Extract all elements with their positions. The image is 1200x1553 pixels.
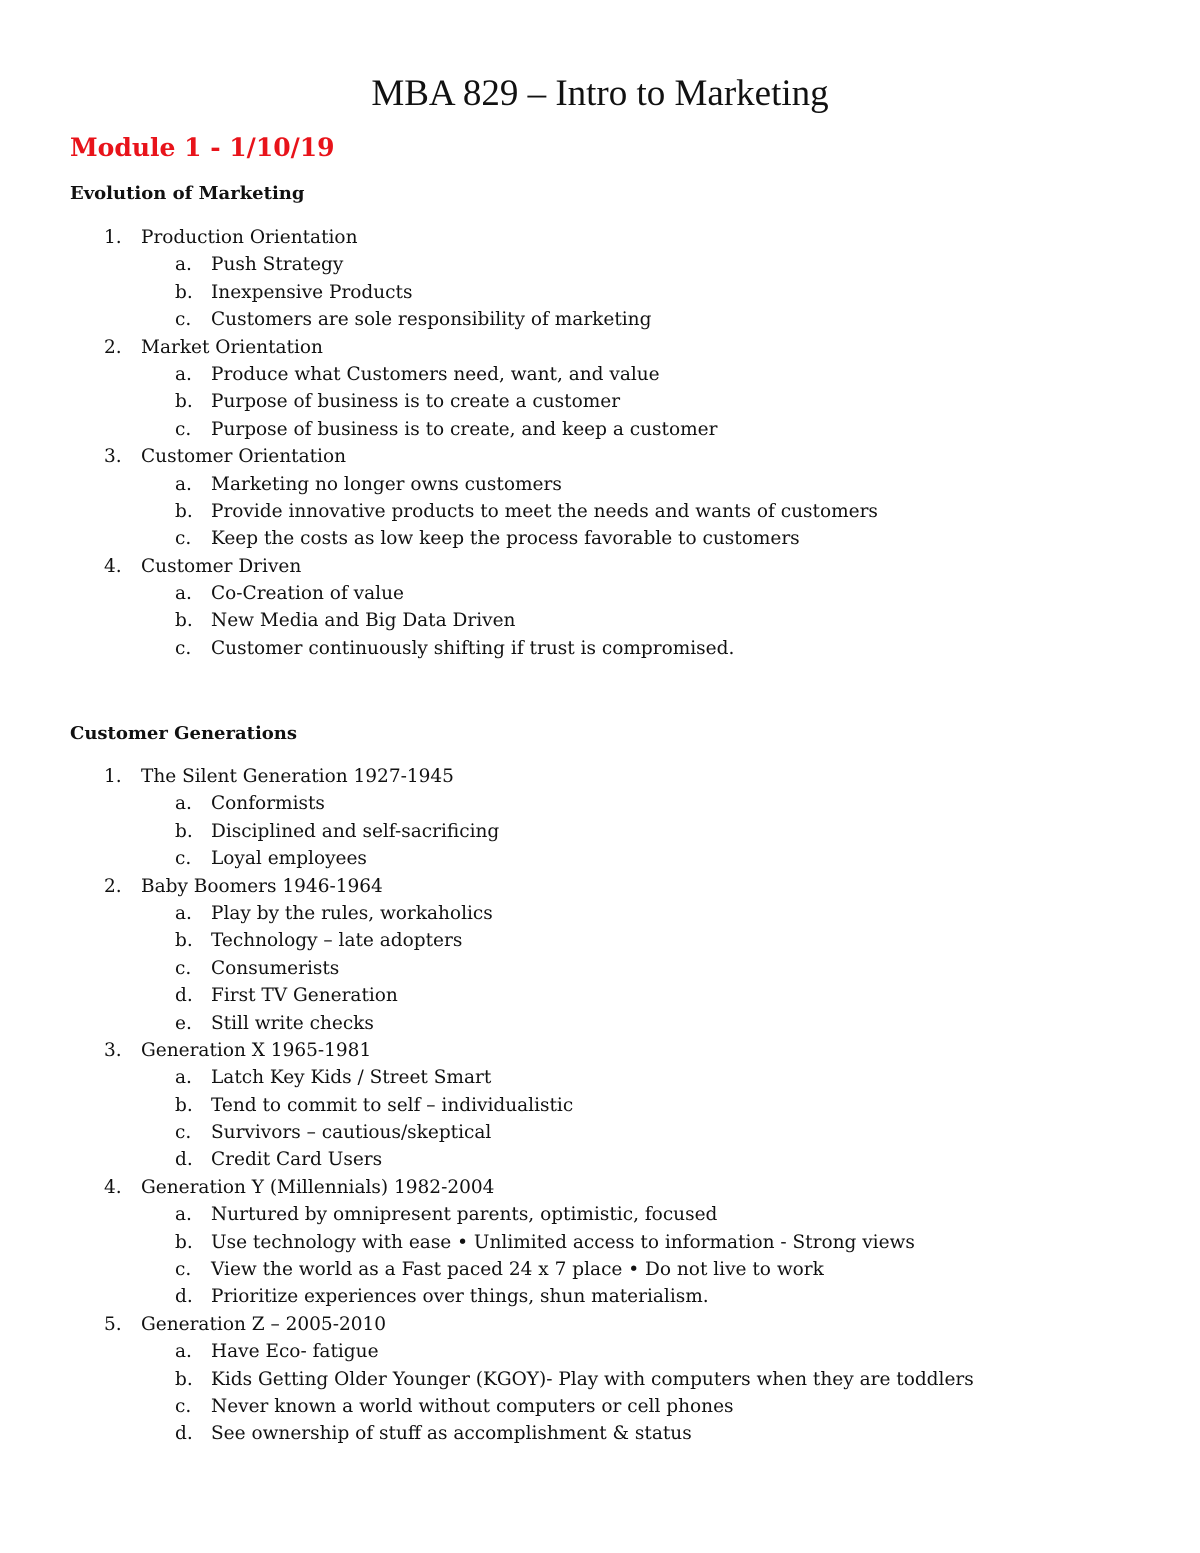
sub-list-item-letter: b. bbox=[175, 281, 193, 303]
sub-list-item bbox=[0, 580, 1200, 607]
sub-list-item-letter: d. bbox=[175, 1423, 193, 1445]
sub-list-item-letter: b. bbox=[175, 1368, 193, 1390]
sub-list-item bbox=[0, 279, 1200, 306]
sub-list-item bbox=[0, 900, 1200, 927]
sub-list-item bbox=[0, 306, 1200, 333]
sub-list-item bbox=[0, 1393, 1200, 1420]
sub-list-item-letter: c. bbox=[175, 848, 192, 870]
sub-list-item-letter: b. bbox=[175, 610, 193, 632]
list-item-text: Generation X 1965-1981 bbox=[141, 1039, 372, 1061]
list-item-number: 3. bbox=[104, 1039, 122, 1061]
sub-list-item-letter: a. bbox=[175, 1067, 192, 1089]
sub-list-item-letter: b. bbox=[175, 1231, 193, 1253]
sub-list-item bbox=[0, 1256, 1200, 1283]
sub-list-item-letter: b. bbox=[175, 391, 193, 413]
sub-list-item-text: Conformists bbox=[211, 793, 325, 815]
sub-list-item-letter: e. bbox=[175, 1012, 192, 1034]
sub-list-item bbox=[0, 1229, 1200, 1256]
sub-list-item-letter: c. bbox=[175, 637, 192, 659]
sub-list-item-text: Latch Key Kids / Street Smart bbox=[211, 1067, 492, 1089]
evolution-list bbox=[0, 224, 1200, 662]
sub-list-item bbox=[0, 1064, 1200, 1091]
sub-list-item bbox=[0, 1119, 1200, 1146]
sub-list-item-letter: a. bbox=[175, 473, 192, 495]
list-item-text: Customer Driven bbox=[141, 555, 302, 577]
sub-list-item-text: Prioritize experiences over things, shun materialism. bbox=[211, 1286, 709, 1308]
sub-list-item bbox=[0, 525, 1200, 552]
sub-list-item-text: Co-Creation of value bbox=[211, 583, 404, 605]
sub-list-item bbox=[0, 635, 1200, 662]
sub-list-item bbox=[0, 955, 1200, 982]
sub-list-item-text: See ownership of stuff as accomplishment & status bbox=[211, 1423, 692, 1445]
list-item bbox=[0, 553, 1200, 580]
sub-list-item-text: Consumerists bbox=[211, 957, 340, 979]
list-item bbox=[0, 873, 1200, 900]
list-item bbox=[0, 763, 1200, 790]
sub-list-item bbox=[0, 1092, 1200, 1119]
sub-list-item-letter: a. bbox=[175, 254, 192, 276]
document-title: MBA 829 – Intro to Marketing bbox=[371, 73, 829, 114]
sub-list-item bbox=[0, 1283, 1200, 1310]
sub-list-item-text: Have Eco- fatigue bbox=[211, 1341, 379, 1363]
list-item-number: 4. bbox=[104, 555, 122, 577]
list-item-text: The Silent Generation 1927-1945 bbox=[141, 766, 454, 787]
sub-list-item-letter: a. bbox=[175, 902, 192, 924]
sub-list-item bbox=[0, 1201, 1200, 1228]
sub-list-item bbox=[0, 607, 1200, 634]
sub-list-item-text: View the world as a Fast paced 24 x 7 place • Do not live to work bbox=[211, 1259, 824, 1281]
section-heading-evolution: Evolution of Marketing bbox=[70, 183, 305, 204]
list-item-number: 2. bbox=[104, 875, 122, 897]
sub-list-item bbox=[0, 498, 1200, 525]
generations-list bbox=[0, 763, 1200, 1448]
list-item-number: 3. bbox=[104, 446, 122, 468]
list-item bbox=[0, 1037, 1200, 1064]
list-item-text: Market Orientation bbox=[141, 336, 323, 358]
sub-list-item-letter: c. bbox=[175, 309, 192, 331]
list-item-number: 1. bbox=[104, 227, 122, 248]
list-item bbox=[0, 334, 1200, 361]
sub-list-item bbox=[0, 1338, 1200, 1365]
list-item-text: Customer Orientation bbox=[141, 446, 347, 468]
sub-list-item-text: Never known a world without computers or cell phones bbox=[211, 1395, 734, 1417]
sub-list-item-letter: d. bbox=[175, 1286, 193, 1308]
sub-list-item-text: Produce what Customers need, want, and value bbox=[211, 363, 660, 385]
sub-list-item-letter: a. bbox=[175, 1341, 192, 1363]
sub-list-item-text: New Media and Big Data Driven bbox=[211, 610, 516, 632]
sub-list-item-text: Technology – late adopters bbox=[211, 930, 463, 952]
sub-list-item-letter: c. bbox=[175, 528, 192, 550]
sub-list-item-text: Kids Getting Older Younger (KGOY)- Play with computers when they are toddlers bbox=[211, 1368, 974, 1390]
sub-list-item bbox=[0, 1010, 1200, 1037]
sub-list-item bbox=[0, 361, 1200, 388]
sub-list-item-text: Survivors – cautious/skeptical bbox=[211, 1122, 492, 1144]
sub-list-item-text: Keep the costs as low keep the process favorable to customers bbox=[211, 528, 800, 550]
sub-list-item-text: Purpose of business is to create a customer bbox=[211, 391, 621, 413]
sub-list-item-letter: a. bbox=[175, 363, 192, 385]
sub-list-item-letter: c. bbox=[175, 1122, 192, 1144]
sub-list-item-letter: a. bbox=[175, 793, 192, 815]
list-item-text: Generation Z – 2005-2010 bbox=[141, 1313, 387, 1335]
sub-list-item-letter: a. bbox=[175, 1204, 192, 1226]
list-item-number: 4. bbox=[104, 1176, 122, 1198]
sub-list-item-letter: c. bbox=[175, 957, 192, 979]
sub-list-item bbox=[0, 416, 1200, 443]
sub-list-item bbox=[0, 982, 1200, 1009]
list-item-text: Baby Boomers 1946-1964 bbox=[141, 875, 383, 897]
list-item-text: Generation Y (Millennials) 1982-2004 bbox=[141, 1176, 495, 1198]
list-item bbox=[0, 1311, 1200, 1338]
sub-list-item-text: Play by the rules, workaholics bbox=[211, 902, 493, 924]
sub-list-item-letter: b. bbox=[175, 820, 193, 842]
sub-list-item bbox=[0, 1366, 1200, 1393]
sub-list-item bbox=[0, 845, 1200, 872]
sub-list-item-text: Loyal employees bbox=[211, 848, 367, 870]
sub-list-item-text: Use technology with ease • Unlimited access to information - Strong views bbox=[211, 1231, 915, 1253]
sub-list-item-letter: c. bbox=[175, 418, 192, 440]
module-heading: Module 1 - 1/10/19 bbox=[70, 133, 335, 162]
sub-list-item bbox=[0, 388, 1200, 415]
sub-list-item bbox=[0, 818, 1200, 845]
sub-list-item-text: Provide innovative products to meet the needs and wants of customers bbox=[211, 500, 878, 522]
list-item bbox=[0, 443, 1200, 470]
sub-list-item-text: Customers are sole responsibility of marketing bbox=[211, 309, 652, 331]
sub-list-item-letter: b. bbox=[175, 930, 193, 952]
list-item-number: 1. bbox=[104, 766, 122, 787]
sub-list-item bbox=[0, 927, 1200, 954]
sub-list-item-letter: b. bbox=[175, 1094, 193, 1116]
sub-list-item-text: Purpose of business is to create, and keep a customer bbox=[211, 418, 718, 440]
sub-list-item-text: Tend to commit to self – individualistic bbox=[211, 1094, 574, 1116]
sub-list-item-letter: d. bbox=[175, 985, 193, 1007]
sub-list-item-text: Credit Card Users bbox=[211, 1149, 383, 1171]
sub-list-item bbox=[0, 471, 1200, 498]
sub-list-item bbox=[0, 1146, 1200, 1173]
sub-list-item-text: First TV Generation bbox=[211, 985, 398, 1007]
sub-list-item-letter: a. bbox=[175, 583, 192, 605]
sub-list-item bbox=[0, 1420, 1200, 1447]
sub-list-item bbox=[0, 790, 1200, 817]
list-item-number: 2. bbox=[104, 336, 122, 358]
sub-list-item-text: Inexpensive Products bbox=[211, 281, 413, 303]
sub-list-item bbox=[0, 251, 1200, 278]
list-item-number: 5. bbox=[104, 1313, 122, 1335]
sub-list-item-letter: d. bbox=[175, 1149, 193, 1171]
sub-list-item-text: Customer continuously shifting if trust is compromised. bbox=[211, 637, 735, 659]
sub-list-item-letter: c. bbox=[175, 1395, 192, 1417]
sub-list-item-letter: b. bbox=[175, 500, 193, 522]
list-item bbox=[0, 1174, 1200, 1201]
sub-list-item-text: Disciplined and self-sacrificing bbox=[211, 820, 500, 842]
sub-list-item-text: Marketing no longer owns customers bbox=[211, 473, 562, 495]
list-item bbox=[0, 224, 1200, 251]
sub-list-item-letter: c. bbox=[175, 1259, 192, 1281]
section-heading-generations: Customer Generations bbox=[70, 723, 298, 744]
sub-list-item-text: Push Strategy bbox=[211, 254, 344, 276]
sub-list-item-text: Still write checks bbox=[211, 1012, 374, 1034]
sub-list-item-text: Nurtured by omnipresent parents, optimistic, focused bbox=[211, 1204, 718, 1226]
list-item-text: Production Orientation bbox=[141, 227, 358, 248]
